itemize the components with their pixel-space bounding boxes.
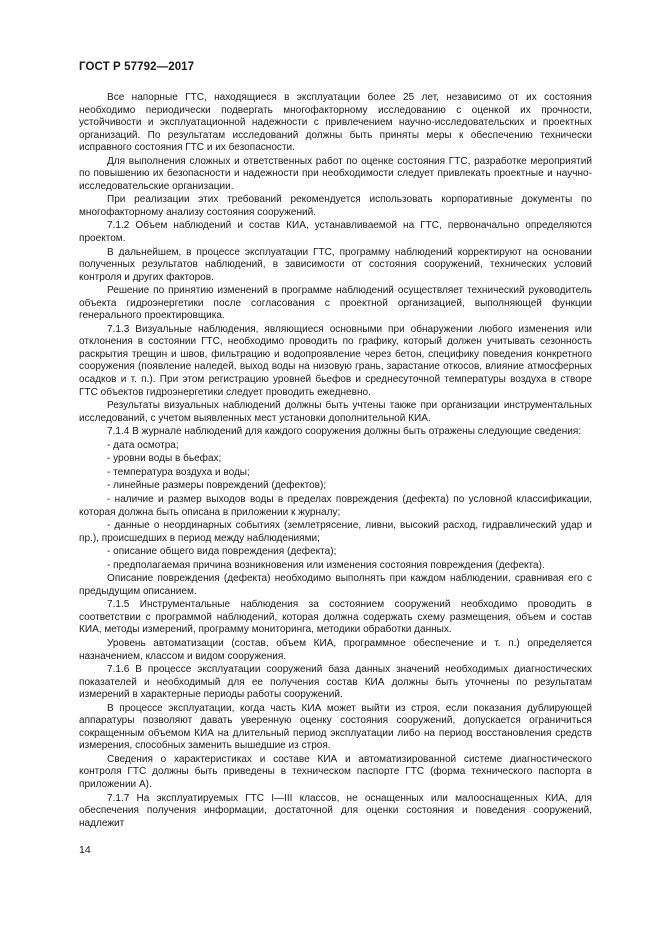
document-header: ГОСТ Р 57792—2017 [79,61,195,73]
paragraph: 7.1.3 Визуальные наблюдения, являющиеся основными при обнаружении любого изменения или отклонения в состоянии ГТС, необходимо проводить по графику, который должен учитывать сезонность раскрытия трещин и швов, фильтрацию и водопроявление через бетон, специфику поведения конкретного сооружения (появление наледей, выход воды на низовую грань, зарастание откосов, влияние атмосферных осадков и т. п.). При этом регистрацию уровней бьефов и среднесуточной температуры воздуха в створе ГТС объектов гидроэнергетики следует проводить ежедневно. [79,323,592,398]
paragraph: В процессе эксплуатации, когда часть КИА может выйти из строя, если показания дублирующей аппаратуры позволяют давать уверенную оценку состояния сооружений, допускается ограничиться сокращенным объемом КИА на длительный период эксплуатации либо на период восстановления средств измерения, способных заменить вышедшие из строя. [79,702,592,752]
list-item: - линейные размеры повреждений (дефектов); [107,480,327,492]
list-item: - описание общего вида повреждения (дефекта); [107,546,337,558]
paragraph: Для выполнения сложных и ответственных работ по оценке состояния ГТС, разработке мероприятий по повышению их безопасности и надежности при необходимости следует привлекать проектные и научно-исследовательские организации. [79,155,592,192]
paragraph: 7.1.7 На эксплуатируемых ГТС I—III классов, не оснащенных или малооснащенных КИА, для обеспечения получения информации, достаточной для оценки состояния и поведения сооружений, надлежит [79,792,592,829]
paragraph: 7.1.2 Объем наблюдений и состав КИА, устанавливаемой на ГТС, первоначально определяются проектом. [79,220,592,245]
paragraph: В дальнейшем, в процессе эксплуатации ГТС, программу наблюдений корректируют на основании полученных результатов наблюдений, в зависимости от состояния сооружений, технических условий контроля и других факторов. [79,246,592,283]
paragraph: Сведения о характеристиках и составе КИА и автоматизированной системе диагностического контроля ГТС должны быть приведены в техническом паспорте ГТС (форма технического паспорта в приложении А). [79,753,592,790]
paragraph: Результаты визуальных наблюдений должны быть учтены также при организации инструментальных исследований, с учетом выявленных мест установки дополнительной КИА. [79,400,592,424]
paragraph: Решение по принятию изменений в программе наблюдений осуществляет технический руководитель объекта гидроэнергетики после согласования с проектной организацией, выполняющей функции генерального проектировщика. [79,285,592,322]
list-item: - наличие и размер выходов воды в пределах повреждения (дефекта) по условной классификации, которая должна быть описана в приложении к журналу; [79,493,592,518]
page-number: 14 [79,844,91,856]
body-text [79,92,592,831]
list-item: - дата осмотра; [107,439,179,451]
list-item: - предполагаемая причина возникновения или изменения состояния повреждения (дефекта). [107,559,545,571]
list-item: - температура воздуха и воды; [107,466,250,478]
paragraph: 7.1.4 В журнале наблюдений для каждого сооружения должны быть отражены следующие сведения: [107,426,582,438]
paragraph: Описание повреждения (дефекта) необходимо выполнять при каждом наблюдении, сравнивая его с предыдущим описанием. [79,573,592,597]
paragraph: 7.1.5 Инструментальные наблюдения за состоянием сооружений необходимо проводить в соответствии с программой наблюдений, которая должна содержать схему размещения, объем и состав КИА, методы измерений, программу мониторинга, методики обработки данных. [79,599,592,636]
paragraph: Все напорные ГТС, находящиеся в эксплуатации более 25 лет, независимо от их состояния необходимо периодически подвергать многофакторному исследованию с оценкой их прочности, устойчивости и эксплуатационной надежности с привлечением научно-исследовательских и проектных организаций. По результатам исследований должны быть приняты меры к обеспечению технически исправного состояния ГТС и их безопасности. [79,92,592,154]
paragraph: При реализации этих требований рекомендуется использовать корпоративные документы по многофакторному анализу состояния сооружений. [79,194,592,218]
list-item: - данные о неординарных событиях (землетрясение, ливни, высокий расход, гидравлический удар и пр.), происшедших в период между наблюдениями; [79,520,592,544]
paragraph: Уровень автоматизации (состав, объем КИА, программное обеспечение и т. п.) определяется назначением, классом и видом сооружения. [79,637,592,662]
list-item: - уровни воды в бьефах; [107,453,222,465]
paragraph: 7.1.6 В процессе эксплуатации сооружений база данных значений необходимых диагностических показателей и необходимый для ее получения состав КИА должны быть уточнены по результатам измерений в характерные периоды работы сооружений. [79,664,592,701]
